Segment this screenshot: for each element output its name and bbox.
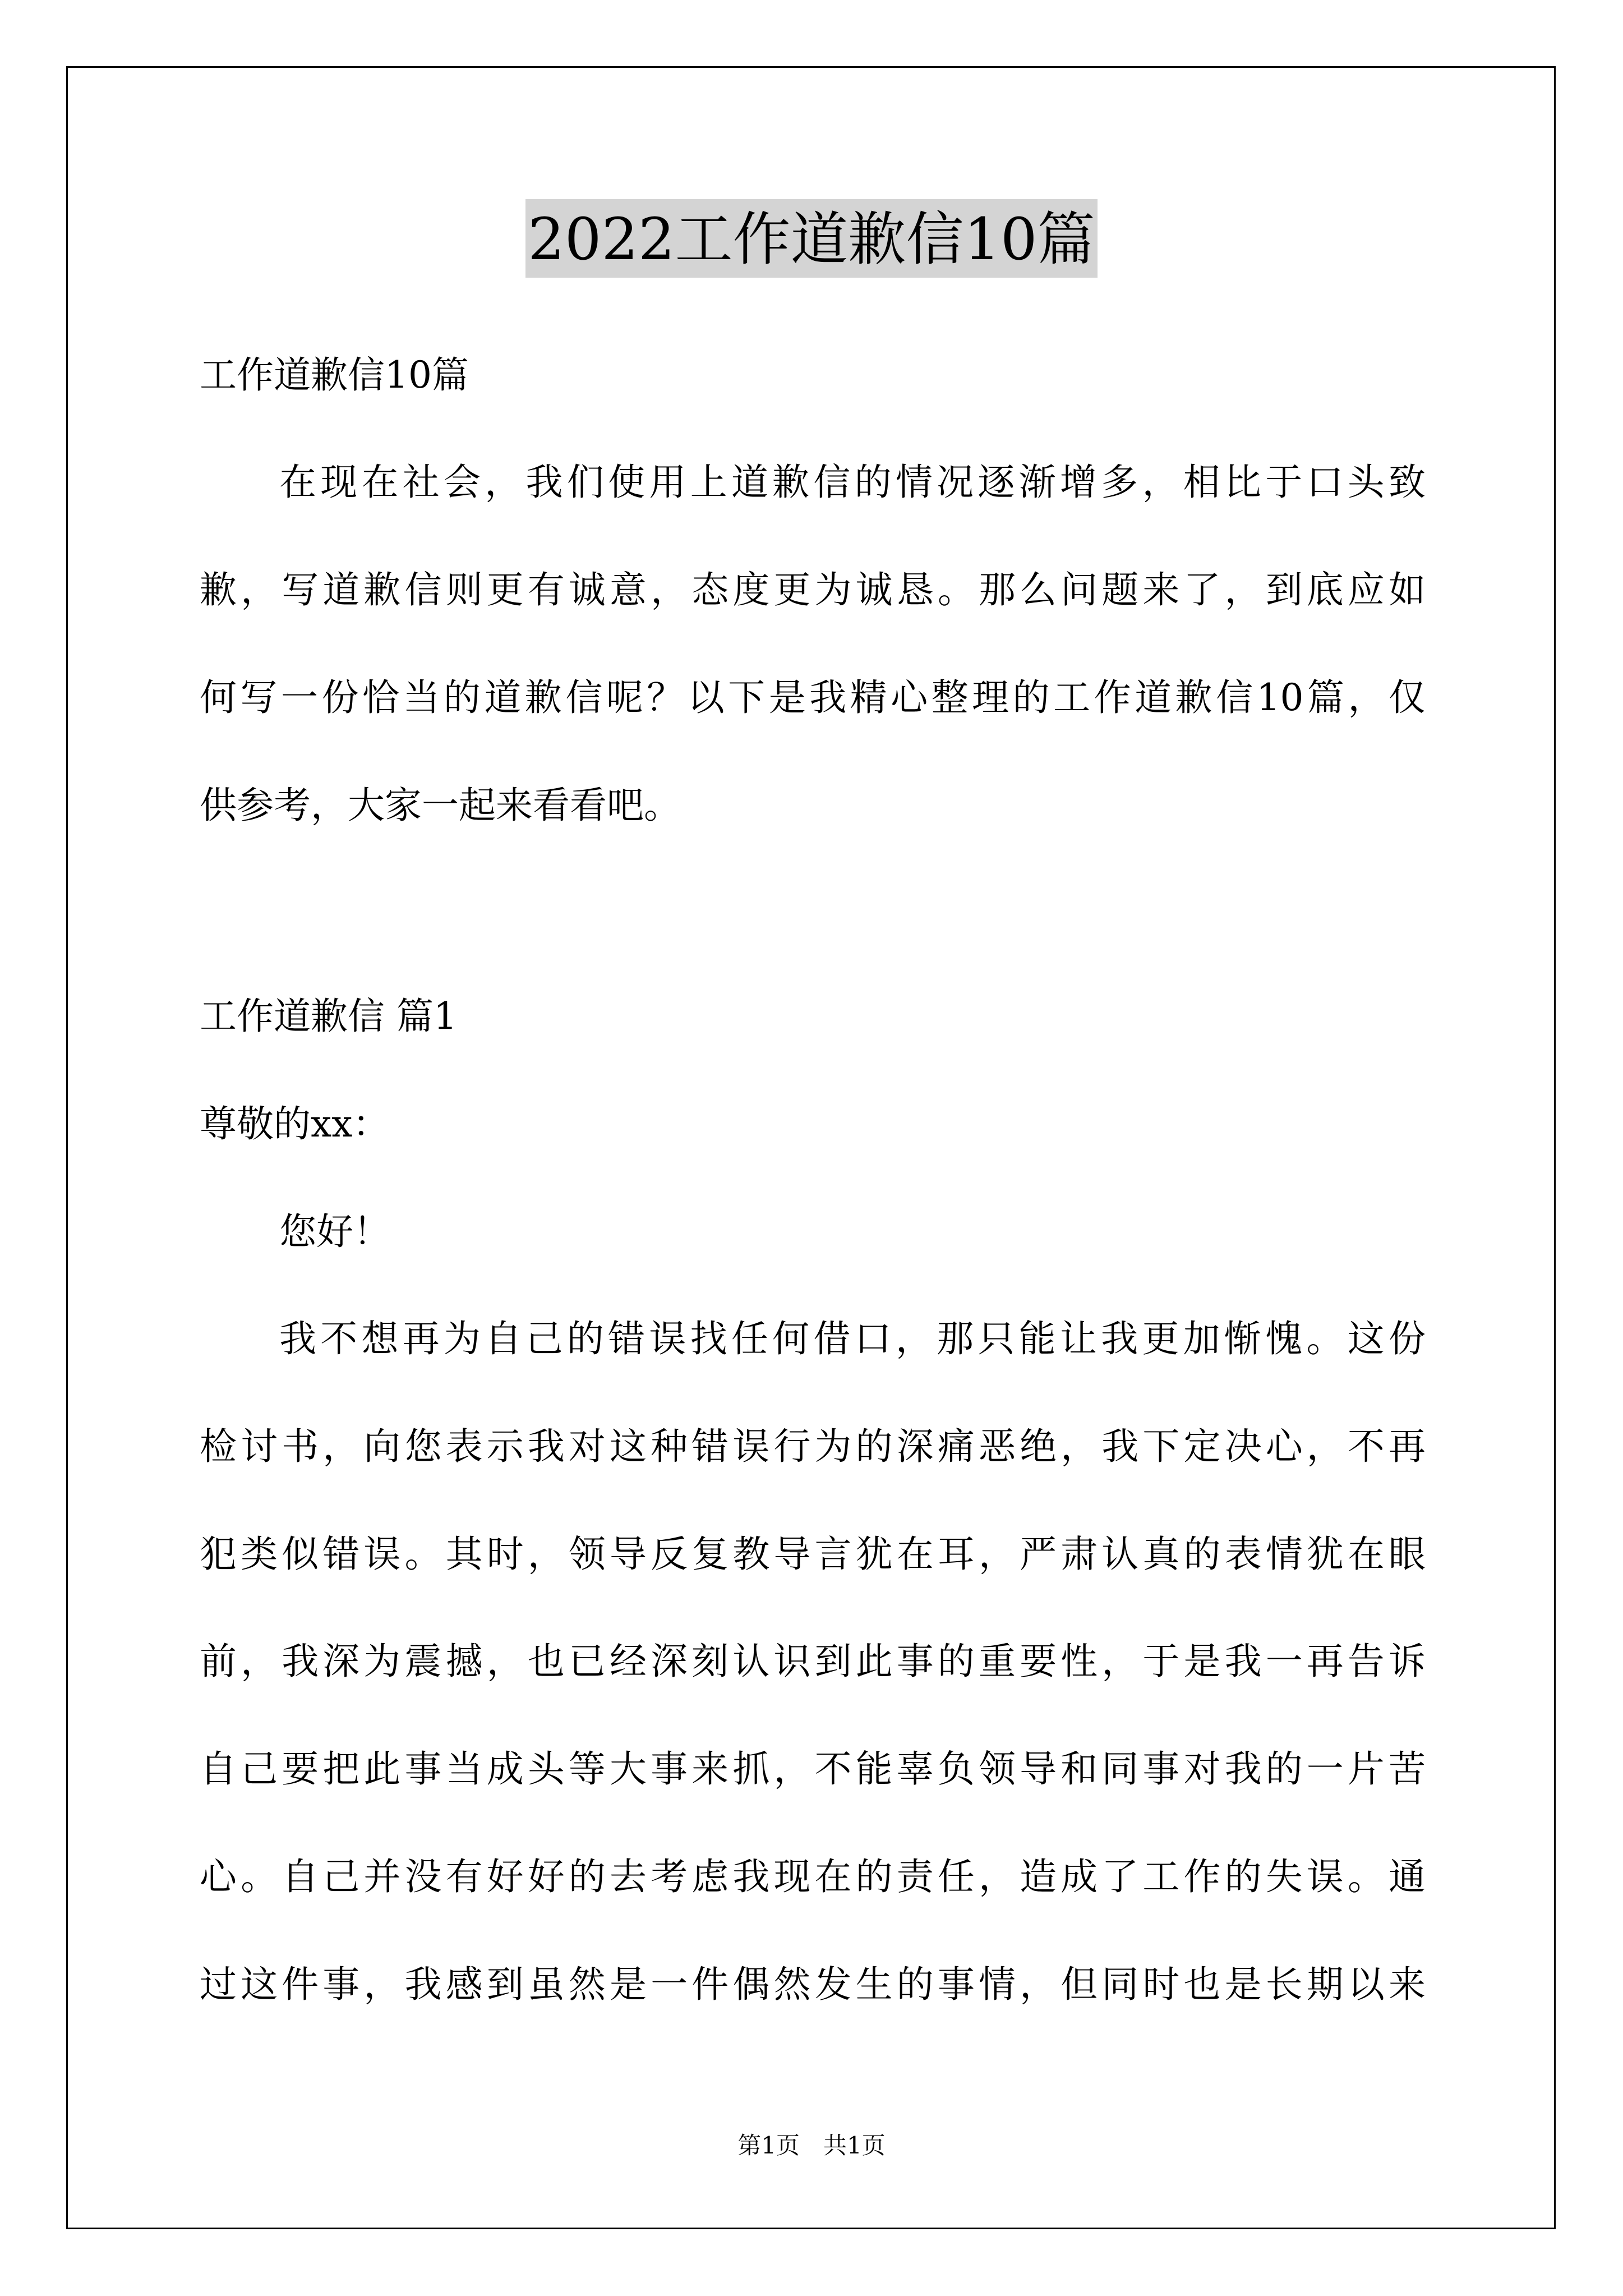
- section-heading: 工作道歉信 篇1: [200, 995, 457, 1038]
- body-line: 自己要把此事当成头等大事来抓，不能辜负领导和同事对我的一片苦: [200, 1747, 1426, 1791]
- intro-line: 何写一份恰当的道歉信呢？以下是我精心整理的工作道歉信10篇，仅: [200, 676, 1426, 719]
- intro-line: 歉，写道歉信则更有诚意，态度更为诚恳。那么问题来了，到底应如: [200, 568, 1426, 611]
- document-subtitle: 工作道歉信10篇: [200, 353, 469, 397]
- body-line: 犯类似错误。其时，领导反复教导言犹在耳，严肃认真的表情犹在眼: [200, 1533, 1426, 1576]
- greeting: 您好！: [279, 1210, 390, 1253]
- page-footer: 第1页 共1页: [737, 2132, 886, 2159]
- document-title: 2022工作道歉信10篇: [525, 199, 1097, 278]
- intro-line: 供参考，大家一起来看看吧。: [200, 784, 681, 827]
- body-line: 我不想再为自己的错误找任何借口，那只能让我更加惭愧。这份: [279, 1317, 1426, 1360]
- body-line: 前，我深为震撼，也已经深刻认识到此事的重要性，于是我一再告诉: [200, 1640, 1426, 1683]
- body-line: 过这件事，我感到虽然是一件偶然发生的事情，但同时也是长期以来: [200, 1963, 1426, 2006]
- title-wrap: [0, 199, 1623, 278]
- salutation: 尊敬的xx：: [200, 1102, 390, 1145]
- intro-line: 在现在社会，我们使用上道歉信的情况逐渐增多，相比于口头致: [279, 461, 1426, 504]
- body-line: 心。自己并没有好好的去考虑我现在的责任，造成了工作的失误。通: [200, 1855, 1426, 1898]
- body-line: 检讨书，向您表示我对这种错误行为的深痛恶绝，我下定决心，不再: [200, 1425, 1426, 1468]
